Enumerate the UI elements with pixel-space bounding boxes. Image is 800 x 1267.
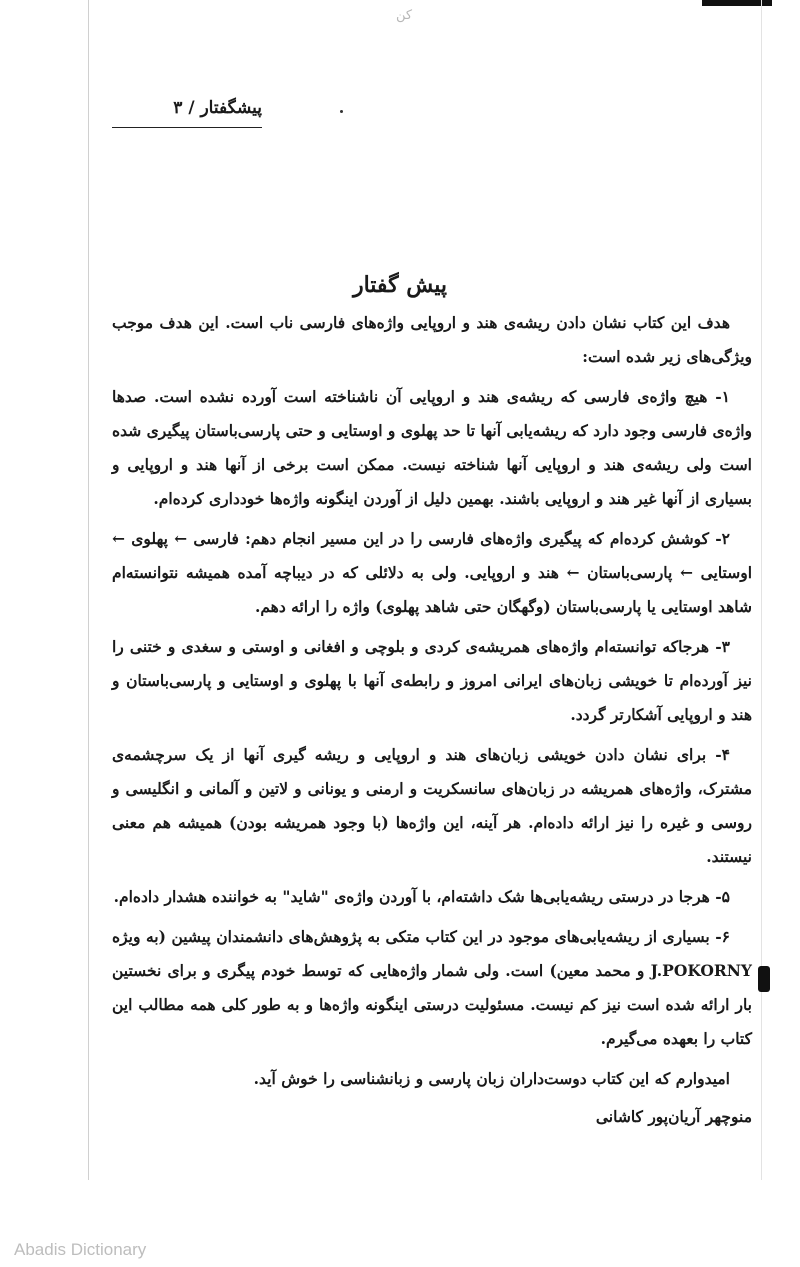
paragraph-4: ۴- برای نشان دادن خویشی زبان‌های هند و اروپایی و ریشه گیری آنها از یک سرچشمه‌ی مشترک، واژه‌های همریشه در زبان‌های سانسکریت و ارمنی و یونانی و لاتین و آلمانی و انگلیسی و روسی و غیره را نیز ارائه داده‌ام. هر آینه، این واژه‌ها (با وجود همریشه بودن) همیشه هم معنی نیستند.: [112, 745, 752, 866]
page-margin-line: [88, 0, 89, 1180]
ink-blot: [758, 966, 770, 992]
paragraph-2: ۲- کوشش کرده‌ام که پیگیری واژه‌های فارسی را در این مسیر انجام دهم: فارسی ← پهلوی ← اوستایی ← پارسی‌باستان ← هند و اروپایی. ولی به دلائلی که در دیباچه آمده همیشه نتوانسته‌ام شاهد اوستایی یا پارسی‌باستان (وگهگان حتی شاهد پهلوی) واژه را ارائه دهم.: [112, 529, 752, 616]
closing-paragraph: امیدوارم که این کتاب دوست‌داران زبان پارسی و زبانشناسی را خوش آید.: [253, 1069, 730, 1088]
paragraph-3: ۳- هرجاکه توانسته‌ام واژه‌های همریشه‌ی کردی و بلوچی و افغانی و اوستی و سغدی و ختنی را نیز آورده‌ام تا خویشی زبان‌های ایرانی امروز و رابطه‌ی آنها با پهلوی و اوستایی و پارسی‌باستان و هند و اروپایی آشکارتر گردد.: [112, 637, 752, 724]
body-text: [112, 306, 752, 1140]
top-pencil-mark: کن: [395, 8, 413, 23]
intro-paragraph: هدف این کتاب نشان دادن ریشه‌ی هند و اروپایی واژه‌های فارسی ناب است. این هدف موجب ویژگی‌های زیر شده است:: [112, 313, 752, 366]
paragraph-1: ۱- هیچ واژه‌ی فارسی که ریشه‌ی هند و اروپایی آن ناشناخته است آورده نشده است. صدها واژه‌ی فارسی وجود دارد که ریشه‌یابی آنها تا حد پهلوی و اوستایی و حتی پارسی‌باستان پیگیری شده است ولی ریشه‌ی هند و اروپایی آنها شناخته نیست. ممکن است برخی از آنها هند و اروپایی و بسیاری از آنها غیر هند و اروپایی باشند. بهمین دلیل از آوردن اینگونه واژه‌ها خودداری کرده‌ام.: [112, 387, 752, 508]
paragraph-5: ۵- هرجا در درستی ریشه‌یابی‌ها شک داشته‌ام، با آوردن واژه‌ی "شاید" به خواننده هشدار داده‌ام.: [113, 887, 730, 906]
stray-dot: [340, 110, 343, 113]
watermark: Abadis Dictionary: [14, 1240, 147, 1259]
page-title: پیش گفتار: [352, 272, 448, 298]
page-margin-line: [761, 0, 762, 1180]
paragraph-6: ۶- بسیاری از ریشه‌یابی‌های موجود در این کتاب متکی به پژوهش‌های دانشمندان پیشین (به ویژه J.POKORNY و محمد معین) است. ولی شمار واژه‌هایی که توسط خودم پیگری و برای نخستین بار ارائه شده است نیز کم نیست. مسئولیت درستی اینگونه واژه‌ها و به طور کلی همه مطالب این کتاب را بعهده می‌گیرم.: [112, 927, 752, 1048]
running-head: پیشگفتار / ۳: [112, 98, 262, 128]
author-signature: منوچهر آریان‌پور کاشانی: [595, 1107, 752, 1126]
